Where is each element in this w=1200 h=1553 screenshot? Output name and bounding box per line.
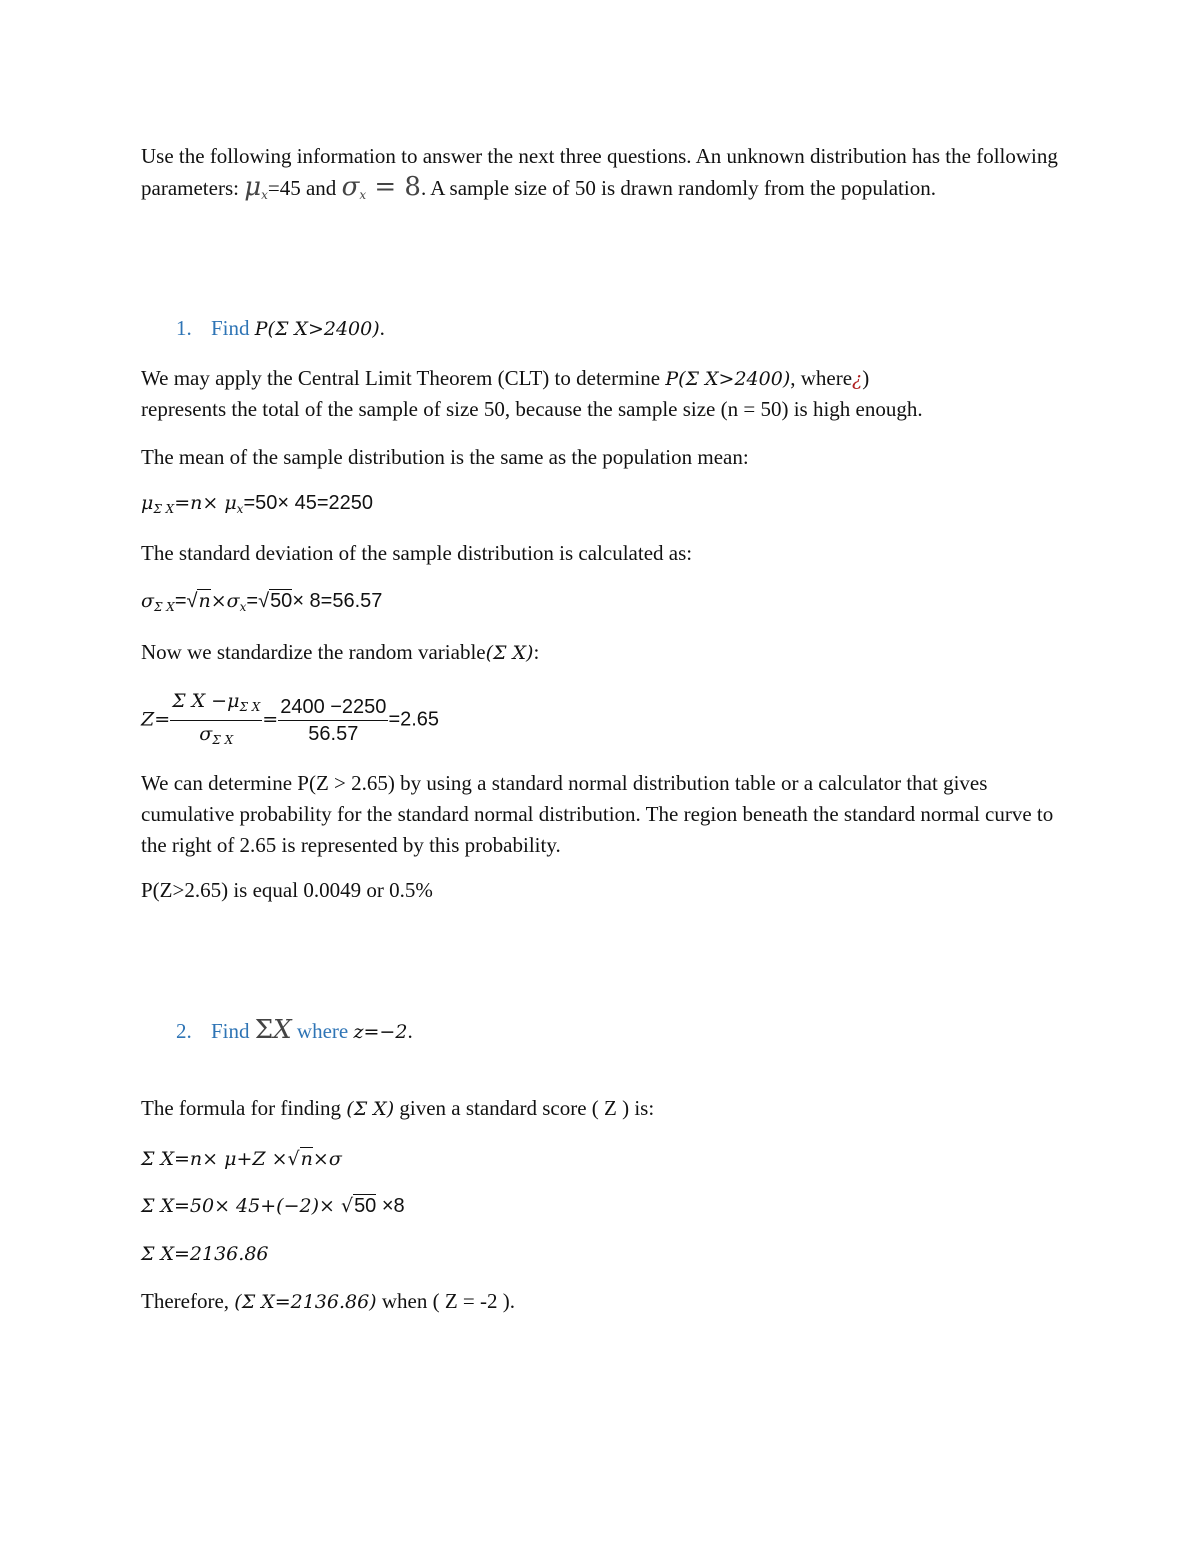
- question-1-expression: P(Σ X>2400): [254, 318, 380, 340]
- formula-3: Σ X=2136.86: [141, 1243, 269, 1265]
- question-2-heading: 2. Find ΣX where z=−2.: [176, 1015, 413, 1045]
- clt-paragraph-line1: We may apply the Central Limit Theorem (CLT) to determine P(Σ X>2400), where¿): [141, 366, 870, 390]
- sd-formula: $\sigma_{\Sigma X}=√n\times\sigma_x=√50\times 8=56.57$: [141, 590, 383, 614]
- formula-text: The formula for finding (Σ X) given a standard score ( Z ) is:: [141, 1096, 655, 1120]
- intro-text: Use the following information to answer the next three questions. An unknown distribution has the following parameters:: [141, 144, 1058, 200]
- z-formula: Z= $\frac{\Sigma X -\mu_{\Sigma X}}{\sigma_{\Sigma X}}$ = $\frac{2400 -2250}{56.57}$ =2.65: [141, 688, 1071, 753]
- formula-2: Σ X=50× 45+(−2)× √50 ×8: [141, 1195, 405, 1217]
- mu-value: =45 and: [267, 176, 342, 200]
- clt-expression: P(Σ X>2400): [665, 368, 791, 390]
- z-fraction-numeric: $\frac{2400 -2250}{56.57}$: [280, 696, 387, 745]
- question-1-number: 1.: [176, 316, 192, 340]
- standardize-text: Now we standardize the random variable(Σ X):: [141, 640, 540, 664]
- sd-text: The standard deviation of the sample distribution is calculated as:: [141, 541, 693, 565]
- mu-symbol: $\mu_x$: [244, 172, 268, 202]
- intro-text-end: . A sample size of 50 is drawn randomly from the population.: [420, 176, 936, 200]
- mean-formula: $\mu_{\Sigma X}=n\times \mu_x=50\times 45=2250$: [141, 492, 374, 516]
- clt-paragraph-line2: represents the total of the sample of size 50, because the sample size (n = 50) is high enough.: [141, 397, 923, 421]
- question-1-answer: P(Z>2.65) is equal 0.0049 or 0.5%: [141, 878, 433, 902]
- conclusion: Therefore, (Σ X=2136.86) when ( Z = -2 ).: [141, 1289, 515, 1313]
- sigma-symbol: $\sigma_x = 8$: [341, 172, 421, 202]
- probability-paragraph: We can determine P(Z > 2.65) by using a standard normal distribution table or a calculator that gives cumulative probability for the standard normal distribution. The region beneath the standard normal curve to the right of 2.65 is represented by this probability.: [141, 771, 1054, 857]
- intro-paragraph: [141, 141, 1061, 211]
- z-condition: z=−2: [353, 1021, 408, 1043]
- question-1-find: Find: [211, 316, 255, 340]
- formula-1: Σ X=n× μ+Z ×√n×σ: [141, 1148, 342, 1170]
- z-fraction-symbolic: $\frac{\Sigma X -\mu_{\Sigma X}}{\sigma_{\Sigma X}}$: [172, 690, 261, 747]
- unknown-char-mark: ¿: [852, 368, 863, 390]
- question-1-heading: 1. Find P(Σ X>2400).: [176, 316, 385, 340]
- question-2-number: 2.: [176, 1019, 192, 1043]
- sigma-x-symbol: ΣX: [254, 1015, 292, 1045]
- mean-text: The mean of the sample distribution is the same as the population mean:: [141, 445, 749, 469]
